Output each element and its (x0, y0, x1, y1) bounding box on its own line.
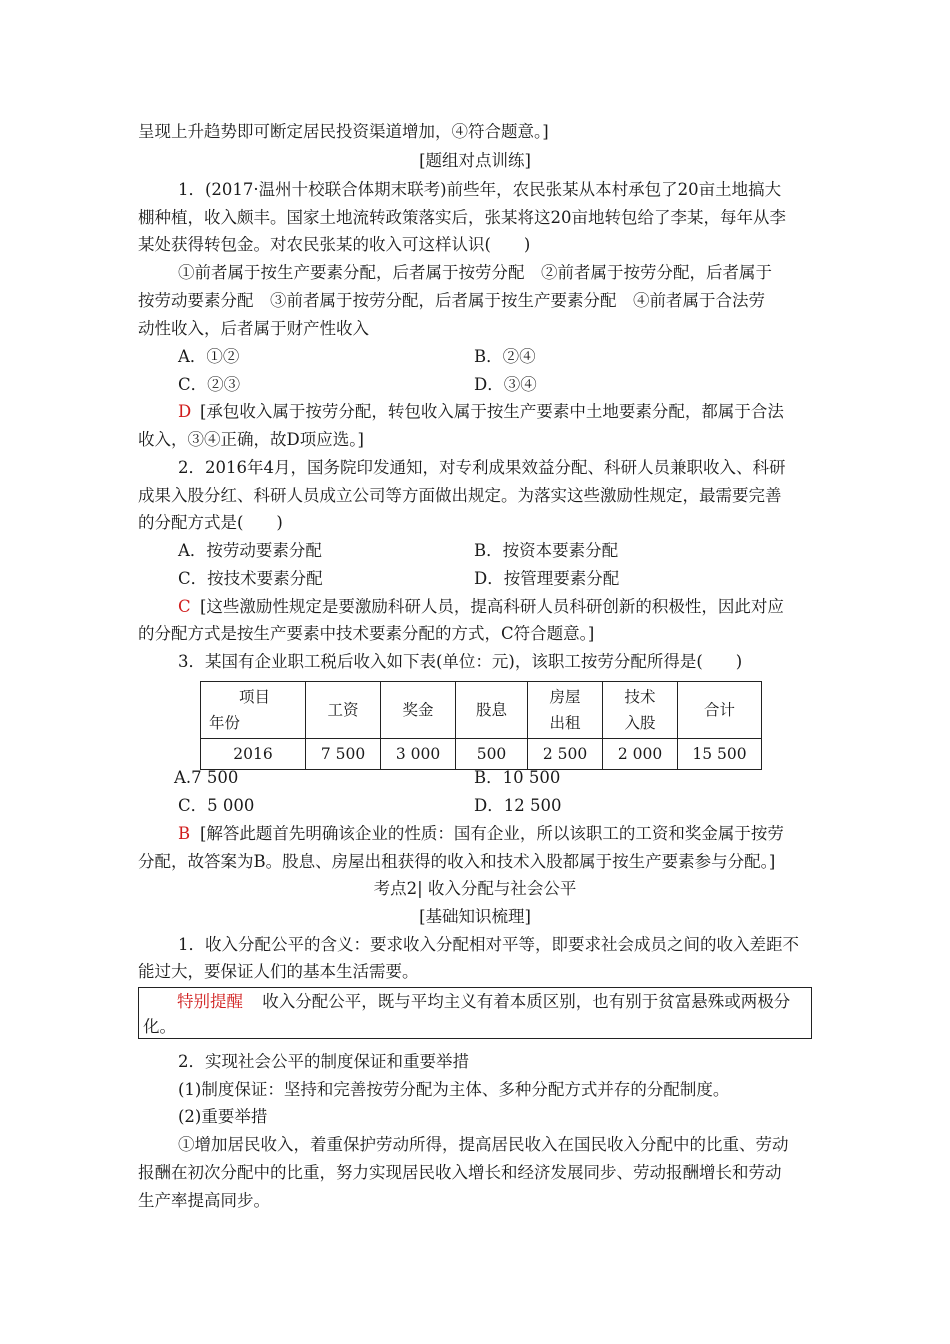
point-2-text: (2)重要举措 (178, 1107, 268, 1126)
table-header-cell: 股息 (456, 682, 528, 739)
question-1-stem: 棚种植，收入颇丰。国家土地流转政策落实后，张某将这20亩地转包给了李某，每年从李 (138, 208, 786, 227)
corner-bottom-label: 年份 (209, 714, 241, 732)
section-title: 考点2| 收入分配与社会公平 (373, 879, 577, 898)
note-text: 收入分配公平，既与平均主义有着本质区别，也有别于贫富悬殊或两极分 (262, 992, 791, 1011)
point-2-text: 报酬在初次分配中的比重，努力实现居民收入增长和经济发展同步、劳动报酬增长和劳动 (138, 1163, 782, 1182)
table-header-cell: 奖金 (381, 682, 456, 739)
option-b: B．②④ (474, 347, 536, 366)
table-row (201, 739, 762, 770)
point-2-text: ①增加居民收入，着重保护劳动所得，提高居民收入在国民收入分配中的比重、劳动 (178, 1135, 789, 1154)
question-1-statements: ①前者属于按生产要素分配，后者属于按劳分配 ②前者属于按劳分配，后者属于 (178, 263, 772, 282)
note-text: 化。 (143, 1017, 176, 1036)
option-c: C．②③ (178, 375, 241, 394)
table-cell: 15 500 (678, 739, 762, 770)
question-2-stem: 成果入股分红、科研人员成立公司等方面做出规定。为落实这些激励性规定，最需要完善 (138, 486, 782, 505)
table-header-cell: 合计 (678, 682, 762, 739)
question-2-stem: 2．2016年4月，国务院印发通知，对专利成果效益分配、科研人员兼职收入、科研 (178, 458, 786, 477)
table-cell: 2 500 (528, 739, 603, 770)
answer-explanation: 的分配方式是按生产要素中技术要素分配的方式，C符合题意。] (138, 624, 595, 643)
table-corner-cell (201, 682, 306, 739)
option-a: A．按劳动要素分配 (178, 541, 322, 560)
point-2-title: 2．实现社会公平的制度保证和重要举措 (178, 1052, 469, 1071)
answer-explanation: [解答此题首先明确该企业的性质：国有企业，所以该职工的工资和奖金属于按劳 (200, 824, 784, 843)
answer-letter: B (178, 824, 191, 843)
corner-top-label: 项目 (239, 688, 271, 706)
question-3-stem: 3．某国有企业职工税后收入如下表(单位：元)，该职工按劳分配所得是( ) (178, 652, 743, 671)
question-1-stem: 1．(2017·温州十校联合体期末联考)前些年，农民张某从本村承包了20亩土地搞大 (178, 180, 782, 199)
option-d: D．按管理要素分配 (474, 569, 620, 588)
header-line: 房屋 (549, 688, 581, 706)
header-line: 入股 (624, 714, 656, 732)
table-header-cell (528, 682, 603, 739)
table-header-row (201, 682, 762, 739)
section-heading: [题组对点训练] (419, 151, 531, 170)
option-c: C．5 000 (178, 796, 255, 815)
special-note-box (138, 987, 812, 1039)
note-line (177, 990, 790, 1014)
point-1-text: 1．收入分配公平的含义：要求收入分配相对平等，即要求社会成员之间的收入差距不 (178, 935, 799, 954)
question-1-stem: 某处获得转包金。对农民张某的收入可这样认识( ) (138, 235, 531, 254)
answer-explanation: 分配，故答案为B。股息、房屋出租获得的收入和技术入股都属于按生产要素参与分配。] (138, 852, 776, 871)
text-line: 呈现上升趋势即可断定居民投资渠道增加，④符合题意。] (138, 122, 549, 141)
section-heading: [基础知识梳理] (419, 907, 531, 926)
point-2-text: 生产率提高同步。 (138, 1191, 270, 1210)
option-a: A．①② (178, 347, 240, 366)
question-1-statements: 动性收入，后者属于财产性收入 (138, 319, 369, 338)
answer-explanation: [承包收入属于按劳分配，转包收入属于按生产要素中土地要素分配，都属于合法 (200, 402, 784, 421)
income-table (200, 681, 762, 770)
point-2-text: (1)制度保证：坚持和完善按劳分配为主体、多种分配方式并存的分配制度。 (178, 1080, 730, 1099)
table-header-cell (603, 682, 678, 739)
question-2-stem: 的分配方式是( ) (138, 513, 283, 532)
question-1-statements: 按劳动要素分配 ③前者属于按劳分配，后者属于按生产要素分配 ④前者属于合法劳 (138, 291, 765, 310)
table-header-cell: 工资 (306, 682, 381, 739)
option-a: A.7 500 (174, 768, 239, 787)
table-cell: 7 500 (306, 739, 381, 770)
option-c: C．按技术要素分配 (178, 569, 323, 588)
table-cell: 500 (456, 739, 528, 770)
header-line: 出租 (549, 714, 581, 732)
answer-explanation: 收入，③④正确，故D项应选。] (138, 430, 364, 449)
answer-explanation: [这些激励性规定是要激励科研人员，提高科研人员科研创新的积极性，因此对应 (200, 597, 784, 616)
answer-letter: C (178, 597, 191, 616)
point-1-text: 能过大，要保证人们的基本生活需要。 (138, 962, 419, 981)
option-d: D．③④ (474, 375, 537, 394)
note-tag: 特别提醒 (177, 992, 243, 1011)
table-cell: 3 000 (381, 739, 456, 770)
header-line: 技术 (624, 688, 656, 706)
option-b: B．10 500 (474, 768, 561, 787)
table-cell: 2016 (201, 739, 306, 770)
table-cell: 2 000 (603, 739, 678, 770)
option-b: B．按资本要素分配 (474, 541, 619, 560)
answer-letter: D (178, 402, 192, 421)
option-d: D．12 500 (474, 796, 562, 815)
